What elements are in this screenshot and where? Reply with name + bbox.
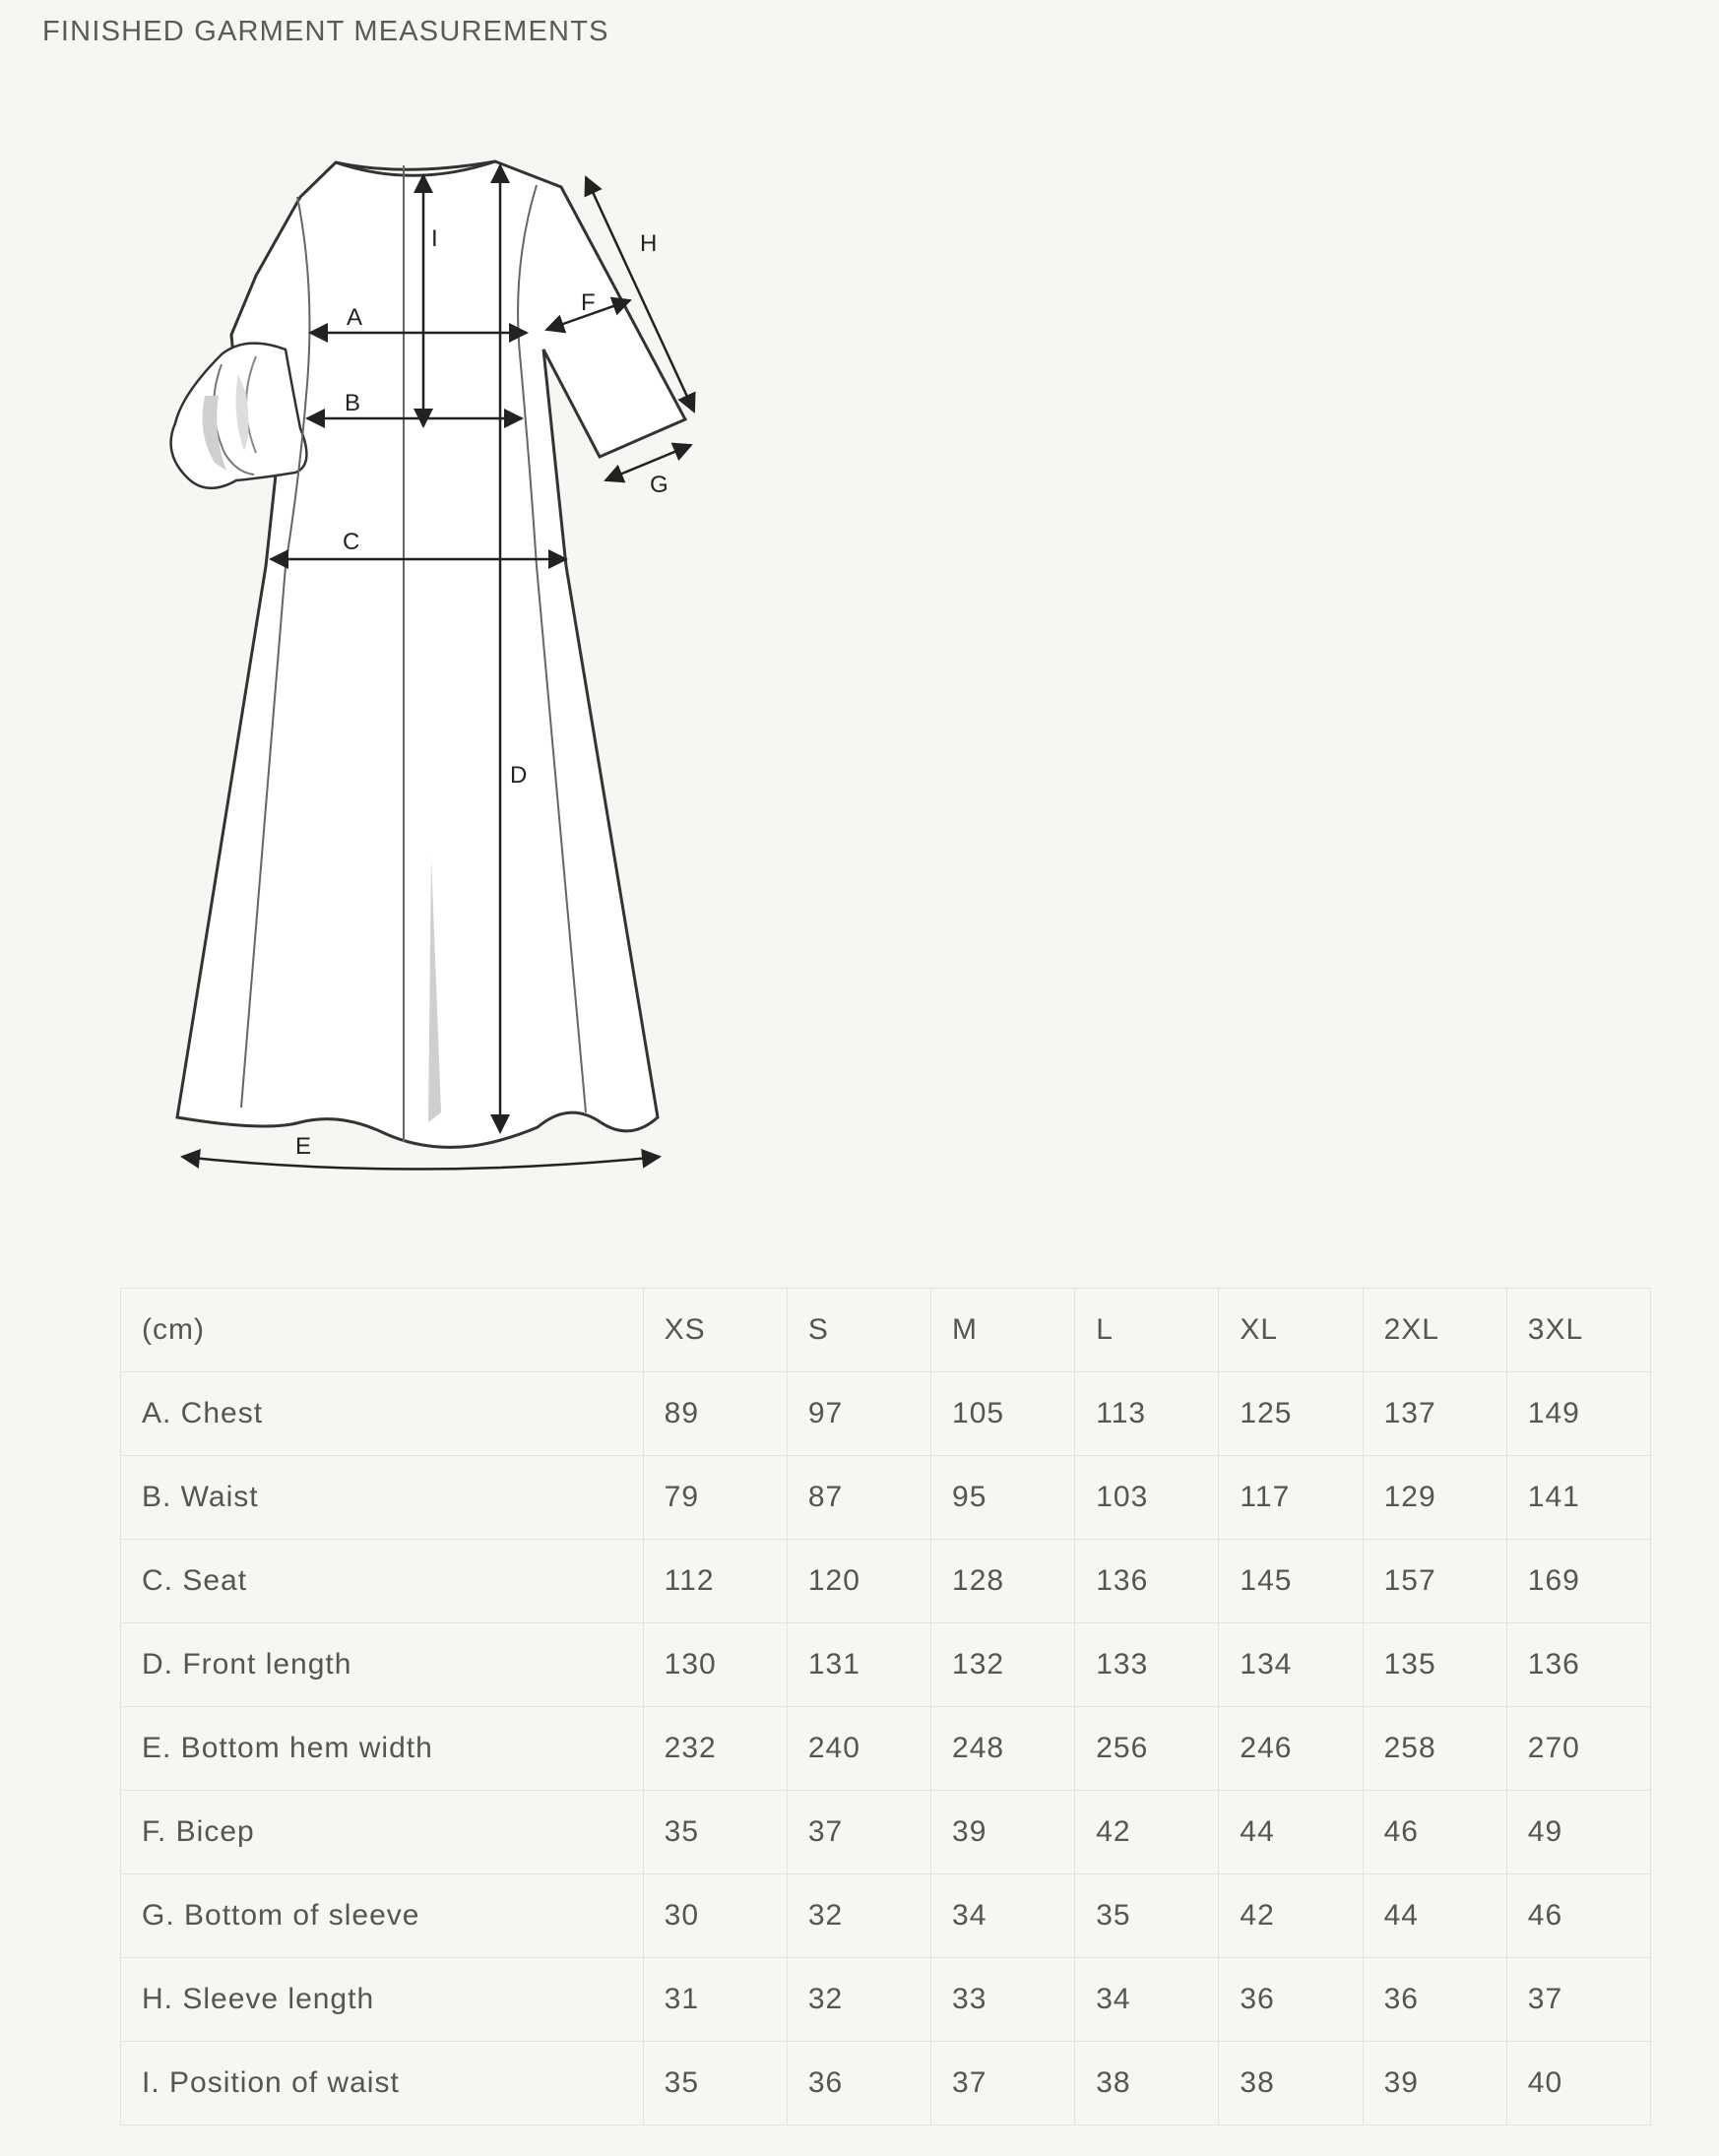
table-cell: 35 bbox=[643, 2042, 787, 2125]
table-cell: 258 bbox=[1363, 1707, 1506, 1791]
table-cell: 40 bbox=[1506, 2042, 1650, 2125]
table-cell: 232 bbox=[643, 1707, 787, 1791]
size-header: M bbox=[931, 1289, 1075, 1372]
measurements-table bbox=[120, 1288, 1651, 2125]
row-label: I. Position of waist bbox=[121, 2042, 644, 2125]
unit-header: (cm) bbox=[121, 1289, 644, 1372]
table-cell: 38 bbox=[1075, 2042, 1219, 2125]
table-row bbox=[121, 2042, 1651, 2125]
table-cell: 129 bbox=[1363, 1456, 1506, 1540]
table-cell: 128 bbox=[931, 1540, 1075, 1623]
table-row bbox=[121, 1456, 1651, 1540]
table-cell: 132 bbox=[931, 1623, 1075, 1707]
table-cell: 31 bbox=[643, 1958, 787, 2042]
label-a: A bbox=[347, 304, 363, 331]
size-header: S bbox=[787, 1289, 930, 1372]
table-cell: 44 bbox=[1363, 1874, 1506, 1958]
table-cell: 79 bbox=[643, 1456, 787, 1540]
table-cell: 97 bbox=[787, 1372, 930, 1456]
table-cell: 149 bbox=[1506, 1372, 1650, 1456]
row-label: H. Sleeve length bbox=[121, 1958, 644, 2042]
row-label: G. Bottom of sleeve bbox=[121, 1874, 644, 1958]
table-cell: 39 bbox=[1363, 2042, 1506, 2125]
table-row bbox=[121, 1874, 1651, 1958]
table-cell: 133 bbox=[1075, 1623, 1219, 1707]
table-cell: 34 bbox=[931, 1874, 1075, 1958]
table-cell: 137 bbox=[1363, 1372, 1506, 1456]
table-cell: 112 bbox=[643, 1540, 787, 1623]
label-e: E bbox=[295, 1133, 312, 1160]
table-cell: 120 bbox=[787, 1540, 930, 1623]
table-cell: 38 bbox=[1219, 2042, 1363, 2125]
table-cell: 145 bbox=[1219, 1540, 1363, 1623]
table-cell: 36 bbox=[787, 2042, 930, 2125]
table-cell: 36 bbox=[1363, 1958, 1506, 2042]
table-row bbox=[121, 1372, 1651, 1456]
table-cell: 248 bbox=[931, 1707, 1075, 1791]
label-d: D bbox=[510, 762, 528, 789]
table-cell: 131 bbox=[787, 1623, 930, 1707]
table-cell: 135 bbox=[1363, 1623, 1506, 1707]
table-cell: 256 bbox=[1075, 1707, 1219, 1791]
table-cell: 246 bbox=[1219, 1707, 1363, 1791]
table-cell: 39 bbox=[931, 1791, 1075, 1874]
table-cell: 130 bbox=[643, 1623, 787, 1707]
size-header: XL bbox=[1219, 1289, 1363, 1372]
table-cell: 33 bbox=[931, 1958, 1075, 2042]
table-cell: 35 bbox=[643, 1791, 787, 1874]
size-header: 3XL bbox=[1506, 1289, 1650, 1372]
label-b: B bbox=[345, 390, 361, 416]
table-cell: 46 bbox=[1363, 1791, 1506, 1874]
table-cell: 37 bbox=[1506, 1958, 1650, 2042]
table-row bbox=[121, 1707, 1651, 1791]
table-cell: 46 bbox=[1506, 1874, 1650, 1958]
table-cell: 42 bbox=[1075, 1791, 1219, 1874]
table-cell: 30 bbox=[643, 1874, 787, 1958]
table-row bbox=[121, 1958, 1651, 2042]
row-label: F. Bicep bbox=[121, 1791, 644, 1874]
table-cell: 125 bbox=[1219, 1372, 1363, 1456]
table-cell: 34 bbox=[1075, 1958, 1219, 2042]
table-cell: 37 bbox=[931, 2042, 1075, 2125]
table-cell: 157 bbox=[1363, 1540, 1506, 1623]
row-label: D. Front length bbox=[121, 1623, 644, 1707]
label-i: I bbox=[431, 225, 438, 252]
size-header: L bbox=[1075, 1289, 1219, 1372]
table-row bbox=[121, 1540, 1651, 1623]
table-cell: 42 bbox=[1219, 1874, 1363, 1958]
table-cell: 270 bbox=[1506, 1707, 1650, 1791]
row-label: E. Bottom hem width bbox=[121, 1707, 644, 1791]
table-cell: 32 bbox=[787, 1958, 930, 2042]
table-cell: 136 bbox=[1075, 1540, 1219, 1623]
size-header: XS bbox=[643, 1289, 787, 1372]
table-cell: 44 bbox=[1219, 1791, 1363, 1874]
row-label: A. Chest bbox=[121, 1372, 644, 1456]
table-cell: 113 bbox=[1075, 1372, 1219, 1456]
label-c: C bbox=[343, 529, 360, 555]
table-cell: 136 bbox=[1506, 1623, 1650, 1707]
table-cell: 105 bbox=[931, 1372, 1075, 1456]
table-cell: 103 bbox=[1075, 1456, 1219, 1540]
row-label: B. Waist bbox=[121, 1456, 644, 1540]
table-cell: 169 bbox=[1506, 1540, 1650, 1623]
table-cell: 89 bbox=[643, 1372, 787, 1456]
table-cell: 134 bbox=[1219, 1623, 1363, 1707]
table-cell: 117 bbox=[1219, 1456, 1363, 1540]
table-cell: 141 bbox=[1506, 1456, 1650, 1540]
dress-diagram bbox=[89, 138, 738, 1191]
row-label: C. Seat bbox=[121, 1540, 644, 1623]
table-cell: 95 bbox=[931, 1456, 1075, 1540]
table-cell: 240 bbox=[787, 1707, 930, 1791]
table-cell: 35 bbox=[1075, 1874, 1219, 1958]
table-cell: 36 bbox=[1219, 1958, 1363, 2042]
table-cell: 87 bbox=[787, 1456, 930, 1540]
table-row bbox=[121, 1623, 1651, 1707]
label-f: F bbox=[581, 289, 596, 316]
table-header-row bbox=[121, 1289, 1651, 1372]
table-cell: 49 bbox=[1506, 1791, 1650, 1874]
table-cell: 32 bbox=[787, 1874, 930, 1958]
page-title: FINISHED GARMENT MEASUREMENTS bbox=[42, 16, 609, 47]
size-header: 2XL bbox=[1363, 1289, 1506, 1372]
label-h: H bbox=[640, 230, 658, 257]
table-cell: 37 bbox=[787, 1791, 930, 1874]
label-g: G bbox=[650, 472, 668, 498]
measurements-table-wrap bbox=[120, 1288, 1651, 2125]
table-row bbox=[121, 1791, 1651, 1874]
